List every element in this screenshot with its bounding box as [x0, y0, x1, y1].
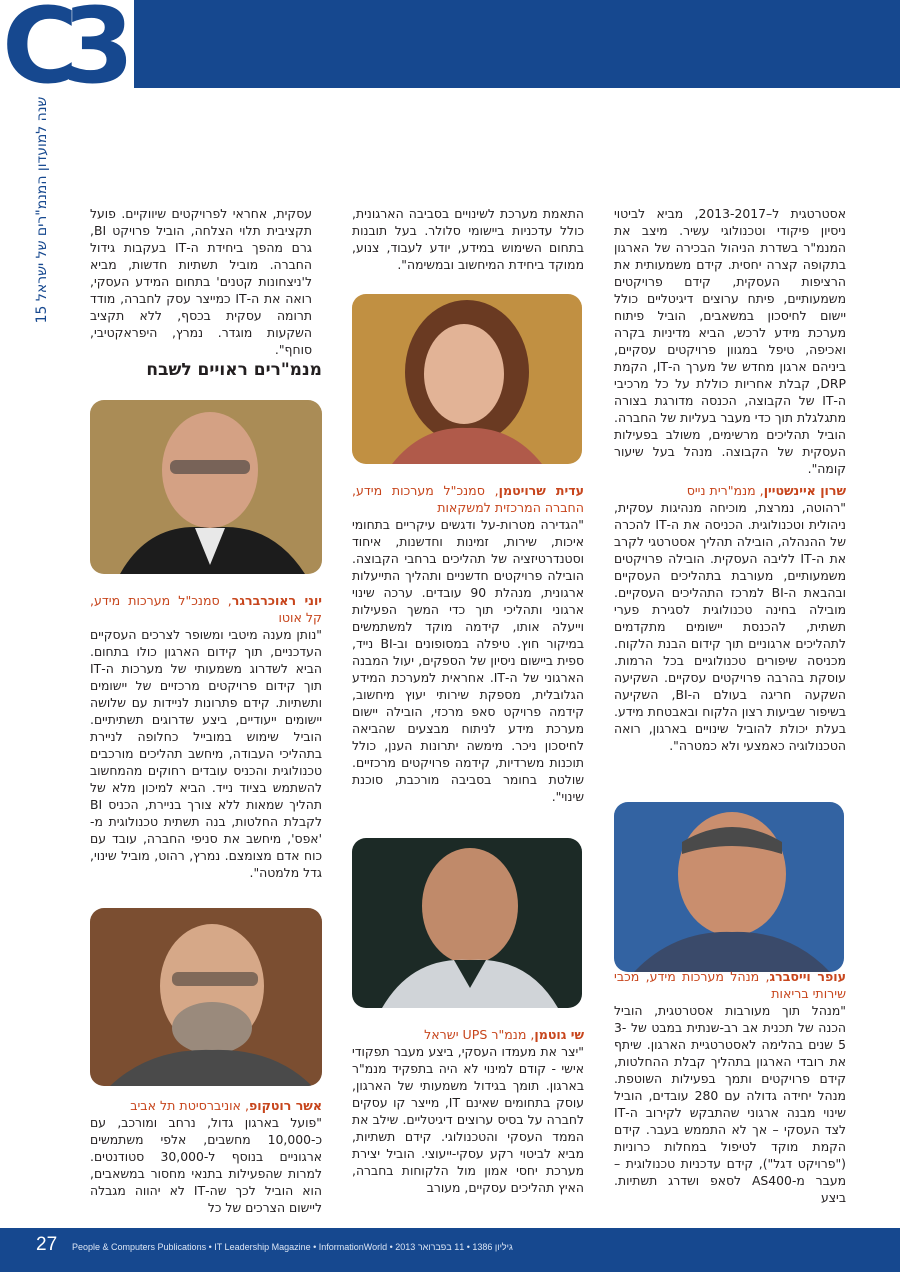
column-middle-entry-2 — [352, 1026, 584, 1196]
person-role: , סמנכ"ל מערכות מידע, החברה המרכזית למשקאות — [352, 483, 584, 515]
column-middle-entry-1 — [352, 482, 584, 805]
col3-intro-text: עסקית, אחראי לפרויקטים שיווקיים. פועל תקציבית תלוי הצלחה, הוביל פרויקט BI, גרם מהפך ביחידת ה-IT בעקבות גידול החברה. מוביל תשתיות חדשות, מביא ל'ניצחונות קטנים' בתחום המידע העסקי, רואה את ה-IT כמייצר עסק לחברה, מודד תרומה עסקית בכסף, ללא תקציב השקעות מוגדר. נמרץ, היפראקטיבי, סוחף". — [90, 206, 312, 357]
column-right-entry-1 — [614, 482, 846, 754]
footer-publication-line: People & Computers Publications • IT Leadership Magazine • InformationWorld • 2013 גיליון 1386 • 11 בפברואר — [72, 1242, 513, 1252]
column-left-entry-1 — [90, 592, 322, 881]
side-label-text: 15 שנה למועדון המנמ"רים של ישראל — [34, 96, 50, 324]
col2-intro-text: התאמת מערכת לשינויים בסביבה הארגונית, כולל עדכניות ביישומי סלולר. בעל תובנות בתחום השימוש במידע, יודע לעבוד, צנוע, ממוקד ביחידת המיחשוב ובמשימה". — [352, 206, 584, 272]
person-role: , מנהל מערכות מידע, מכבי שירותי בריאות — [614, 969, 846, 1001]
c3-logo — [0, 0, 135, 107]
person-quote: "פועל בארגון גדול, נרחב ומורכב, עם כ-10,000 מחשבים, אלפי משתמשים ארגוניים בנוסף ל-30,000 סטודנטים. למרות שהפעילות בתנאי מחסור במשאבים, הוא הוביל לכך שה-IT לא יהווה מגבלה ליישום הצרכים של כל — [90, 1115, 322, 1215]
person-name: אשר רוטקופ — [248, 1098, 322, 1113]
person-role: , סמנכ"ל מערכות מידע, קל אוטו — [90, 593, 322, 625]
col1-intro-text: אסטרטגית ל–2013-2017, מביא לביטוי ניסיון פיקודי וטכנולוגי עשיר. מיצב את המנמ"ר בשדרת הניהול הבכירה של הארגון בתקופה קצרה יחסית. קידם משמעותית את הרציפות העסקית, קידם פרויקטים משמעותיים, פיתח ערוצים דיגיטליים כולל יישום לחיסכון במשאבים, הוביל פיתוח מערכת מידע לרכש, הביא מדיניות בקרה ואכיפה, טיפל במגוון פרויקטים עסקיים, ביניהם ארגון מחדש של מערך ה-IT, הקמת DRP, קבלת אחריות כוללת על כל מרכיבי ה-IT של הקבוצה, הכנסה מדורגת בצורה מתגלגלת תוך כדי מעבר בעליות של החברה. הוביל תהליכים מרשימים, משולב בפעילות העסקית של הקבוצה. מנהל בעל שיעור קומה". — [614, 206, 846, 476]
column-middle-top — [352, 205, 584, 273]
person-quote: "רהוטה, נמרצת, מוכיחה מנהיגות עסקית, ניהולית וטכנולוגית. הכניסה את ה-IT להכרה של ההנהלה, הובילה תהליך אסטרטגי לקרב את ה-IT לליבה העסקית. הובילה פרויקטים משמעותיים, מעורבת בתהליכים העסקיים ובהבאת ה-BI למרכז התהליכים העסקיים. מובילה בחינה טכנולוגית לסגירת פערי תשתית, להכנסת יישומים מתקדמים לתהליכים ארגוניים תוך קידום הבנת הלקוח. מכניסה שיפורים טכנולוגיים בכל הרמות. עוסקת בהרבה פרויקטים עסקיים. השקיעה השקעה חריגה בעולם ה-BI, השקיעה בשיפור שביעות רצון הלקוח ובאבטחת מידע. בעלת יכולת להוביל שינויים בארגון, רואה הטכנולוגיה כאמצעי ולא כמטרה". — [614, 500, 847, 753]
portrait-photo-ofer — [614, 802, 844, 972]
person-role: , מנמ"רית נייס — [686, 483, 764, 498]
person-name: עופר וייסברג — [769, 969, 846, 984]
person-quote: "יצר את מעמדו העסקי, ביצע מעבר תפקודי אישי - קודם למינוי לא היה בתפקיד מנמ"ר בארגון. תומך בגידול משמעותי של הארגון, עוסק בתחומים שאינם IT, מייצר קו עסקים לחברה על בסיס ערוצים דיגיטליים. שילב את הממד העסקי והטכנולוגי. קידם תשתיות, מביא לביטוי רקע עסקי-ייעוצי. הוביל יצירת מערכת יחסי אמון מול הלקוחות בחברה, האיץ תהליכים עסקיים, מעורב — [352, 1044, 584, 1195]
person-name: שי גוטמן — [534, 1027, 584, 1042]
person-name: עדית שרויטמן — [498, 483, 585, 498]
section-side-label — [22, 92, 62, 352]
portrait-photo-shai — [352, 838, 582, 1008]
portrait-photo-yoni — [90, 400, 322, 574]
portrait-photo-asher — [90, 908, 322, 1086]
column-right-entry-2 — [614, 968, 846, 1206]
section-title: מנמ"רים ראויים לשבח — [146, 360, 322, 380]
person-name: שרון איינשטיין — [763, 483, 846, 498]
person-quote: "הגדירה מטרות-על ודגשים עיקריים בתחומי איכות, שירות, זמינות וחדשנות, איחוד וסטנדרטיזציה של תהליכים ברחבי הקבוצה. הובילה פרויקטים חדשניים ותהליך התייעלות ארגונית, מנהלת 90 עובדים. ערכה שינוי ארגוני ותהליכי תוך כדי המשך הפעילות וייעלה אותו, קידמה מוקד למשתמשים במיקור חוץ. טיפלה במסופונים וב-BI נייד, ספית ביישום ניסיון של הספקים, יעול המבנה הארגוני של ה-IT. אחראית למערכת המידע הגלובלית, מספקת שירותי יעוץ מיחשוב, קידמה פרויקט סאפ מרכזי, הובילה יישום מערכת מידע לניתוח מבצעים שהביאה לחיסכון ניכר. מימשה יתרונות הענן, כולל תוכנות משרדיות, קידמה פרויקטים מרכזיים. שולטת בחומר בסביבה מורכבת, סוכנת שינוי". — [352, 517, 585, 804]
person-role: , מנמ"ר UPS ישראל — [424, 1027, 535, 1042]
person-quote: "מנהל תוך מעורבות אסטרטגית, הוביל הכנה של תכנית אב רב-שנתית במבט של 3-5 שנים בהלימה לאסטרטגיית הארגון. שיתף את רובדי הארגון בתהליך קבלת ההחלטות, קידם פרויקטים ותמך בפעילות השוטפת. מנהל יחידה גדולה עם 280 עובדים, הוביל שינוי מבנה ארגוני שהתבקש לקירוב ה-IT לצד העסקי – אך לא התממש בעבר. קידם הקמת מוקד לטיפול במחלות כרוניות ("פרויקט דגל"), קידם עדכניות טכנולוגית – מעבר מ-AS400 לסאפ ושדרג תשתיות. ביצע — [614, 1003, 847, 1205]
portrait-photo-idit — [352, 294, 582, 464]
person-name: יוני ראוכרברגר — [231, 593, 323, 608]
column-left-entry-2 — [90, 1097, 322, 1216]
logo-letter: C — [2, 0, 69, 107]
person-quote: "נותן מענה מיטבי ומשופר לצרכים העסקיים העדכניים, תוך קידום הארגון כולו בתחום. הביא לשדרוג משמעותי של מערכות ה-IT תוך קידום פרויקטים מרכזיים של יישומים ותשתיות. קידם פתרונות לניידות עם שלושה יישומים ייעודיים, ביצע שדרוגים תשתיתיים. הוביל שימוש במובייל כחלופה לניירת בתהליכי העבודה, מיחשב תהליכים מורכבים טכנולוגית והכניס עובדים רחוקים מהמחשוב להשתמש בציוד נייד. הביא למיכון מלא של תהליך שמאות ללא צורך בניירת, הכניס BI לקבלת החלטות, בנה תשתית טכנולוגית מ-'אפס', מיחשב את סניפי החברה, עובד עם כוח אדם מצומצם. נמרץ, רהוט, מוביל שינוי, גדל מלמטה". — [90, 627, 322, 880]
column-left-top — [90, 205, 312, 358]
header-bar — [0, 0, 900, 88]
person-role: , אוניברסיטת תל אביב — [130, 1098, 249, 1113]
page-number: 27 — [36, 1234, 58, 1255]
column-right-top — [614, 205, 846, 477]
logo-digit: 3 — [62, 0, 135, 107]
